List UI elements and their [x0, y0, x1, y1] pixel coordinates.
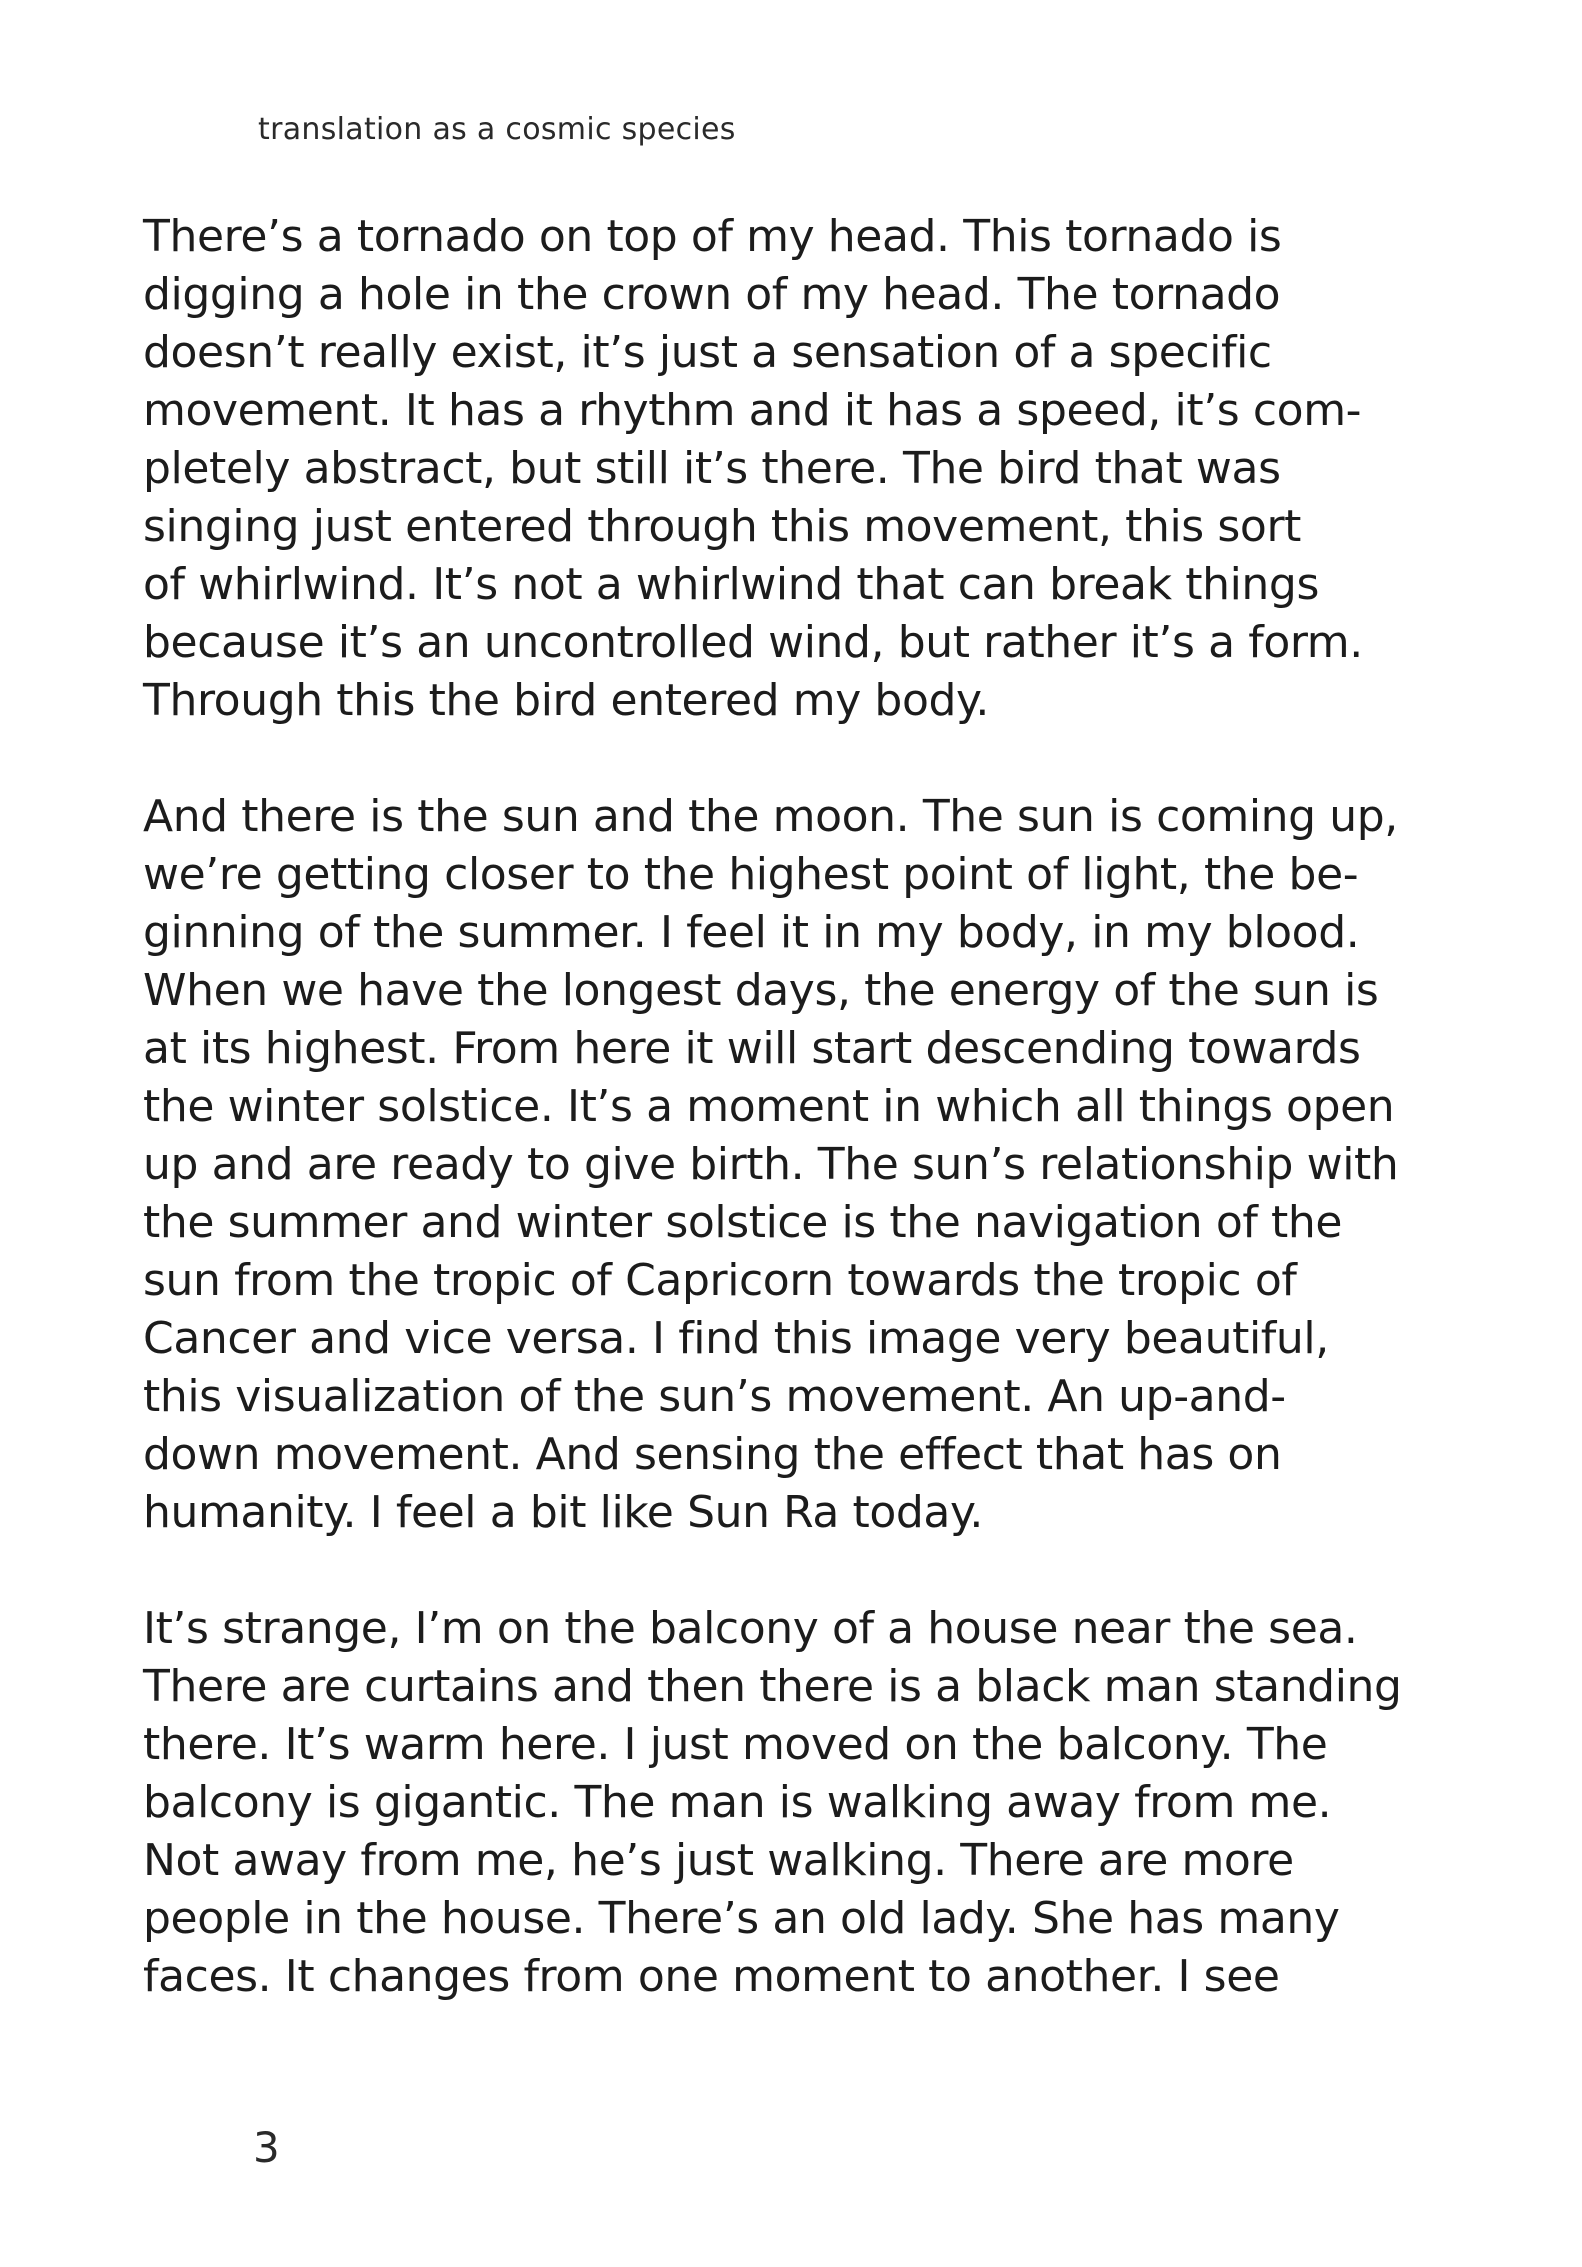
text-line: the summer and winter solstice is the navigation of the	[143, 1197, 1343, 1248]
text-line: doesn’t really exist, it’s just a sensation of a specific	[143, 327, 1272, 378]
text-line: there. It’s warm here. I just moved on the balcony. The	[143, 1719, 1328, 1770]
text-line: Cancer and vice versa. I find this image very beautiful,	[143, 1313, 1329, 1364]
text-line: because it’s an uncontrolled wind, but rather it’s a form.	[143, 617, 1363, 668]
text-line: ginning of the summer. I feel it in my body, in my blood.	[143, 907, 1360, 958]
text-line: singing just entered through this movement, this sort	[143, 501, 1301, 552]
page-number: 3	[253, 2123, 280, 2172]
text-line: faces. It changes from one moment to another. I see	[143, 1951, 1280, 2002]
text-line: at its highest. From here it will start descending towards	[143, 1023, 1361, 1074]
text-line: digging a hole in the crown of my head. The tornado	[143, 269, 1281, 320]
text-line: There’s a tornado on top of my head. This tornado is	[143, 211, 1282, 262]
text-line: Not away from me, he’s just walking. There are more	[143, 1835, 1294, 1886]
body-text	[143, 208, 1433, 2064]
text-line: Through this the bird entered my body.	[143, 675, 989, 726]
text-line: There are curtains and then there is a black man standing	[143, 1661, 1402, 1712]
text-line: we’re getting closer to the highest point of light, the be-	[143, 849, 1359, 900]
text-line: pletely abstract, but still it’s there. The bird that was	[143, 443, 1281, 494]
paragraph-3	[143, 1600, 1433, 2006]
text-line: people in the house. There’s an old lady. She has many	[143, 1893, 1340, 1944]
running-header: translation as a cosmic species	[258, 112, 736, 147]
text-line: down movement. And sensing the effect that has on	[143, 1429, 1282, 1480]
text-line: When we have the longest days, the energy of the sun is	[143, 965, 1379, 1016]
text-line: sun from the tropic of Capricorn towards the tropic of	[143, 1255, 1297, 1306]
text-line: up and are ready to give birth. The sun’s relationship with	[143, 1139, 1399, 1190]
text-line: And there is the sun and the moon. The sun is coming up,	[143, 791, 1398, 842]
paragraph-2	[143, 788, 1433, 1542]
text-line: humanity. I feel a bit like Sun Ra today.	[143, 1487, 983, 1538]
text-line: this visualization of the sun’s movement. An up-and-	[143, 1371, 1286, 1422]
text-line: balcony is gigantic. The man is walking away from me.	[143, 1777, 1332, 1828]
text-line: movement. It has a rhythm and it has a speed, it’s com-	[143, 385, 1362, 436]
text-line: the winter solstice. It’s a moment in which all things open	[143, 1081, 1395, 1132]
paragraph-1	[143, 208, 1433, 730]
text-line: of whirlwind. It’s not a whirlwind that can break things	[143, 559, 1319, 610]
text-line: It’s strange, I’m on the balcony of a house near the sea.	[143, 1603, 1358, 1654]
